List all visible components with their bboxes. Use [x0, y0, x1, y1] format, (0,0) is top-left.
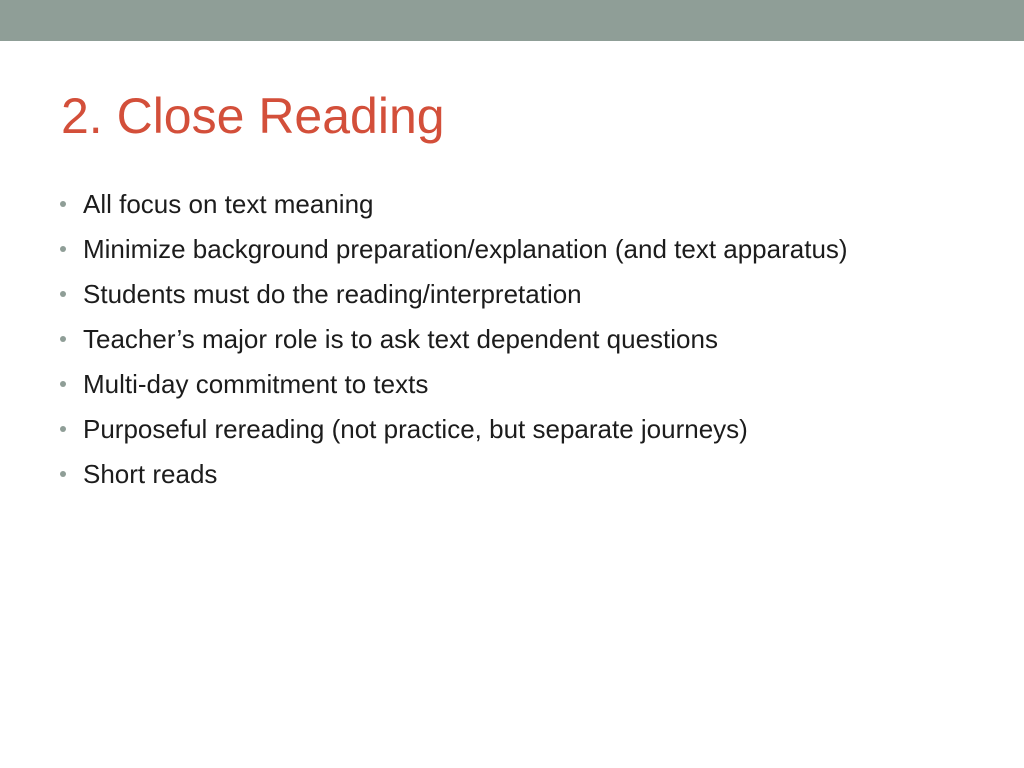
bullet-item: [58, 411, 878, 448]
bullet-item: [58, 366, 878, 403]
bullet-icon: [60, 336, 66, 342]
bullet-text: Short reads: [83, 459, 218, 489]
bullet-item: [58, 231, 878, 268]
bullet-text: Teacher’s major role is to ask text dependent questions: [83, 324, 718, 354]
bullet-item: [58, 186, 878, 223]
bullet-icon: [60, 246, 66, 252]
bullet-text: Purposeful rereading (not practice, but separate journeys): [83, 414, 748, 444]
bullet-item: [58, 276, 878, 313]
bullet-text: Multi-day commitment to texts: [83, 369, 429, 399]
bullet-item: [58, 456, 878, 493]
bullet-list: [58, 186, 878, 501]
bullet-text: Minimize background preparation/explanation (and text apparatus): [83, 234, 848, 264]
bullet-icon: [60, 426, 66, 432]
slide-title: 2. Close Reading: [61, 88, 445, 144]
bullet-icon: [60, 471, 66, 477]
bullet-text: Students must do the reading/interpretation: [83, 279, 582, 309]
bullet-icon: [60, 201, 66, 207]
bullet-item: [58, 321, 878, 358]
bullet-icon: [60, 291, 66, 297]
bullet-icon: [60, 381, 66, 387]
top-decorative-band: [0, 0, 1024, 41]
bullet-text: All focus on text meaning: [83, 189, 374, 219]
